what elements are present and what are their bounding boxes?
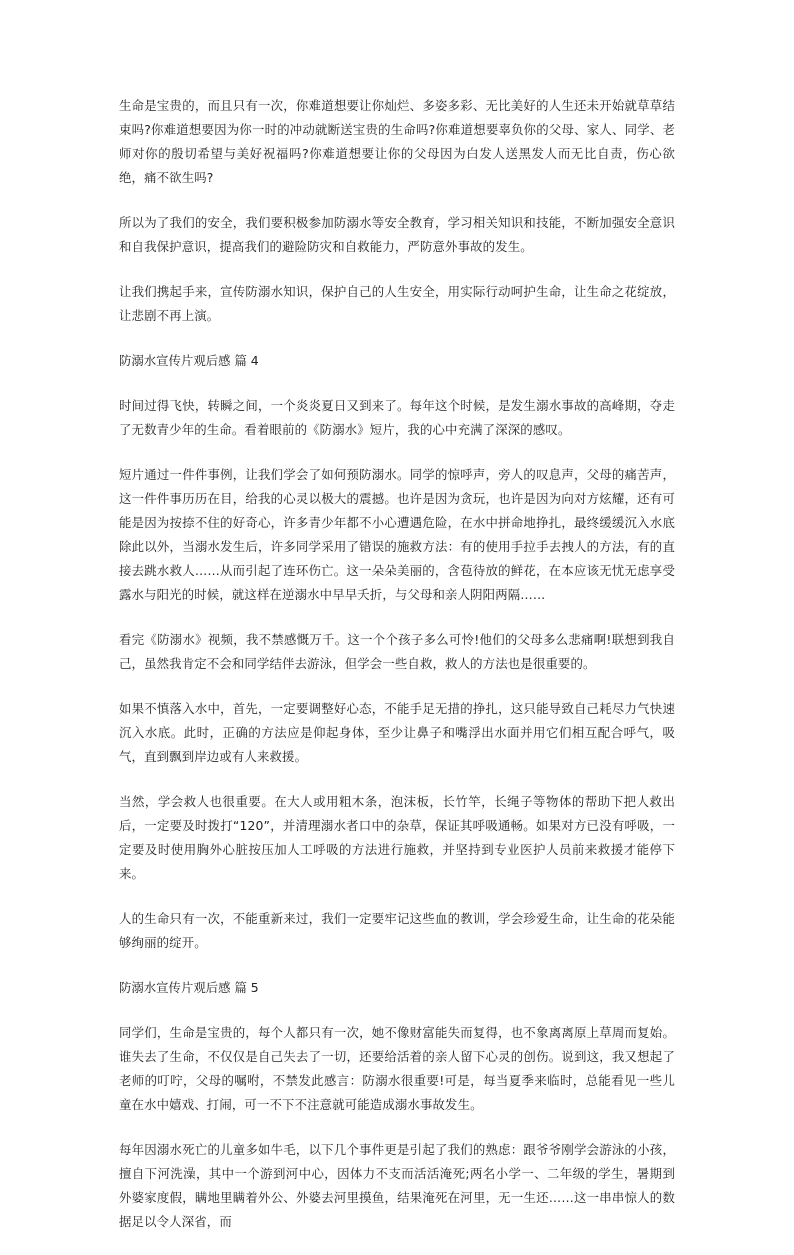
paragraph: 如果不慎落入水中，首先，一定要调整好心态，不能手足无措的挣扎，这只能导致自己耗尽力气快速沉入水底。此时，正确的方法应是仰起身体，至少让鼻子和嘴浮出水面并用它们相互配合呼气，吸气，直到飘到岸边或有人来救援。 [119, 701, 675, 764]
section-heading-5: 防溺水宣传片观后感 篇 5 [119, 980, 259, 995]
paragraph: 同学们，生命是宝贵的，每个人都只有一次，她不像财富能失而复得，也不象离离原上草周而复始。谁失去了生命，不仅仅是自己失去了一切，还要给活着的亲人留下心灵的创伤。说到这，我又想起了老师的叮咛，父母的嘱咐，不禁发此感言：防溺水很重要!可是，每当夏季来临时，总能看见一些儿童在水中嬉戏、打闹，可一不下不注意就可能造成溺水事故发生。 [119, 1025, 675, 1112]
paragraph: 短片通过一件件事例，让我们学会了如何预防溺水。同学的惊呼声，旁人的叹息声，父母的痛苦声，这一件件事历历在目，给我的心灵以极大的震撼。也许是因为贪玩，也许是因为向对方炫耀，还有可能是因为按捺不住的好奇心，许多青少年都不小心遭遇危险，在水中拼命地挣扎，最终缓缓沉入水底除此以外，当溺水发生后，许多同学采用了错误的施救方法：有的使用手拉手去拽人的方法，有的直接去跳水救人……从而引起了连环伤亡。这一朵朵美丽的，含苞待放的鲜花，在本应该无忧无虑享受露水与阳光的时候，就这样在逆溺水中早早夭折，与父母和亲人阴阳两隔…… [119, 467, 675, 602]
paragraph: 看完《防溺水》视频，我不禁感慨万千。这一个个孩子多么可怜!他们的父母多么悲痛啊!联想到我自己，虽然我肯定不会和同学结伴去游泳，但学会一些自救，救人的方法也是很重要的。 [119, 632, 675, 671]
section-heading-4: 防溺水宣传片观后感 篇 4 [119, 353, 259, 368]
paragraph: 所以为了我们的安全，我们要积极参加防溺水等安全教育，学习相关知识和技能，不断加强安全意识和自我保护意识，提高我们的避险防灾和自救能力，严防意外事故的发生。 [119, 215, 675, 254]
paragraph: 当然，学会救人也很重要。在大人或用粗木条，泡沫板，长竹竿，长绳子等物体的帮助下把人救出后，一定要及时拨打“120”，并清理溺水者口中的杂草，保证其呼吸通畅。如果对方已没有呼吸，一定要及时使用胸外心脏按压加人工呼吸的方法进行施救，并坚持到专业医护人员前来救援才能停下来。 [119, 794, 675, 881]
paragraph: 生命是宝贵的，而且只有一次，你难道想要让你灿烂、多姿多彩、无比美好的人生还未开始就草草结束吗?你难道想要因为你一时的冲动就断送宝贵的生命吗?你难道想要辜负你的父母、家人、同学、老师对你的殷切希望与美好祝福吗?你难道想要让你的父母因为白发人送黑发人而无比自责，伤心欲绝，痛不欲生吗? [119, 98, 675, 185]
document-page [119, 94, 675, 1255]
paragraph: 每年因溺水死亡的儿童多如牛毛，以下几个事件更是引起了我们的熟虑：跟爷爷刚学会游泳的小孩，擅自下河洗澡，其中一个游到河中心，因体力不支而活活淹死;两名小学一、二年级的学生，暑期到外婆家度假，瞒地里瞒着外公、外婆去河里摸鱼，结果淹死在河里，无一生还……这一串串惊人的数据足以令人深省，而 [119, 1142, 675, 1229]
paragraph: 时间过得飞快，转瞬之间，一个炎炎夏日又到来了。每年这个时候，是发生溺水事故的高峰期，夺走了无数青少年的生命。看着眼前的《防溺水》短片，我的心中充满了深深的感叹。 [119, 398, 675, 437]
paragraph: 人的生命只有一次，不能重新来过，我们一定要牢记这些血的教训，学会珍爱生命，让生命的花朵能够绚丽的绽开。 [119, 911, 675, 950]
paragraph: 让我们携起手来，宣传防溺水知识，保护自己的人生安全，用实际行动呵护生命，让生命之花绽放，让悲剧不再上演。 [119, 284, 675, 323]
